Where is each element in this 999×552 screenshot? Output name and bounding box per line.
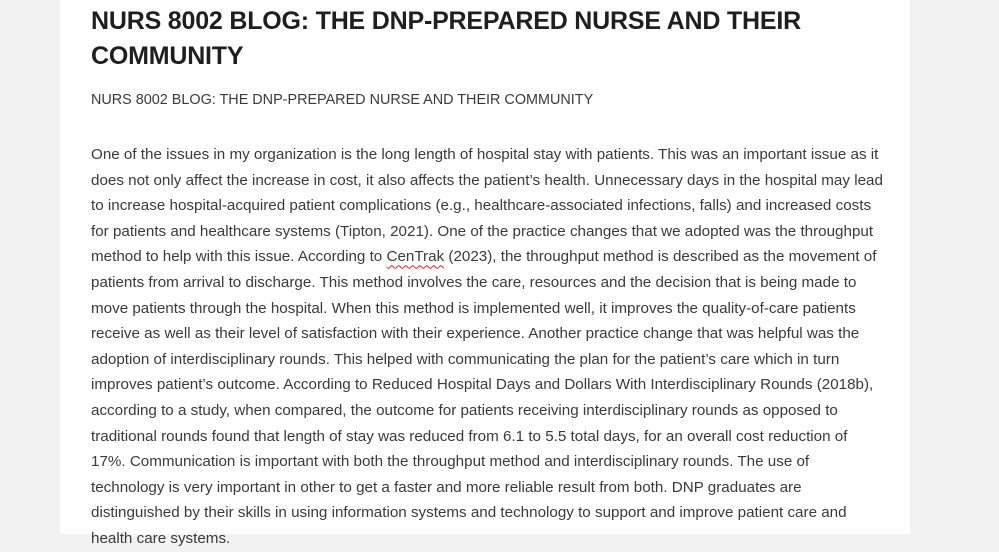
- body-text-part-1: One of the issues in my organization is the long length of hospital stay with patients. This was an important issue as it does not only affect the increase in cost, it also affects the patient’s health. Unnecessary days in the hospital may lead to increase hospital-acquired patient complications (e.g., healthcare-associated infections, falls) and increased costs for patients and healthcare systems (Tipton, 2021). One of the practice changes that we adopted was the throughput method to help with this issue. According to: [91, 146, 883, 266]
- article-page: [60, 0, 910, 547]
- article-content: [91, 4, 887, 552]
- misspelled-word[interactable]: CenTrak: [386, 248, 445, 266]
- body-text-part-2: (2023), the throughput method is described as the movement of patients from arrival to discharge. This method involves the care, resources and the decision that is being made to move patients through the hospital. When this method is implemented well, it improves the quality-of-care patients receive as well as their level of satisfaction with their experience. Another practice change that was helpful was the adoption of interdisciplinary rounds. This helped with communicating the plan for the patient’s care which in turn improves patient’s outcome. According to Reduced Hospital Days and Dollars With Interdisciplinary Rounds (2018b), according to a study, when compared, the outcome for patients receiving interdisciplinary rounds as opposed to traditional rounds found that length of stay was reduced from 6.1 to 5.5 total days, for an overall cost reduction of 17%. Communication is important with both the throughput method and interdisciplinary rounds. The use of technology is very important in other to get a faster and more reliable result from both. DNP graduates are distinguished by their skills in using information systems and technology to support and improve patient care and health care systems.: [91, 248, 877, 547]
- article-body: [91, 142, 883, 552]
- article-title: NURS 8002 BLOG: THE DNP-PREPARED NURSE AND THEIR COMMUNITY: [91, 7, 801, 70]
- article-subtitle: NURS 8002 BLOG: THE DNP-PREPARED NURSE AND THEIR COMMUNITY: [91, 92, 594, 108]
